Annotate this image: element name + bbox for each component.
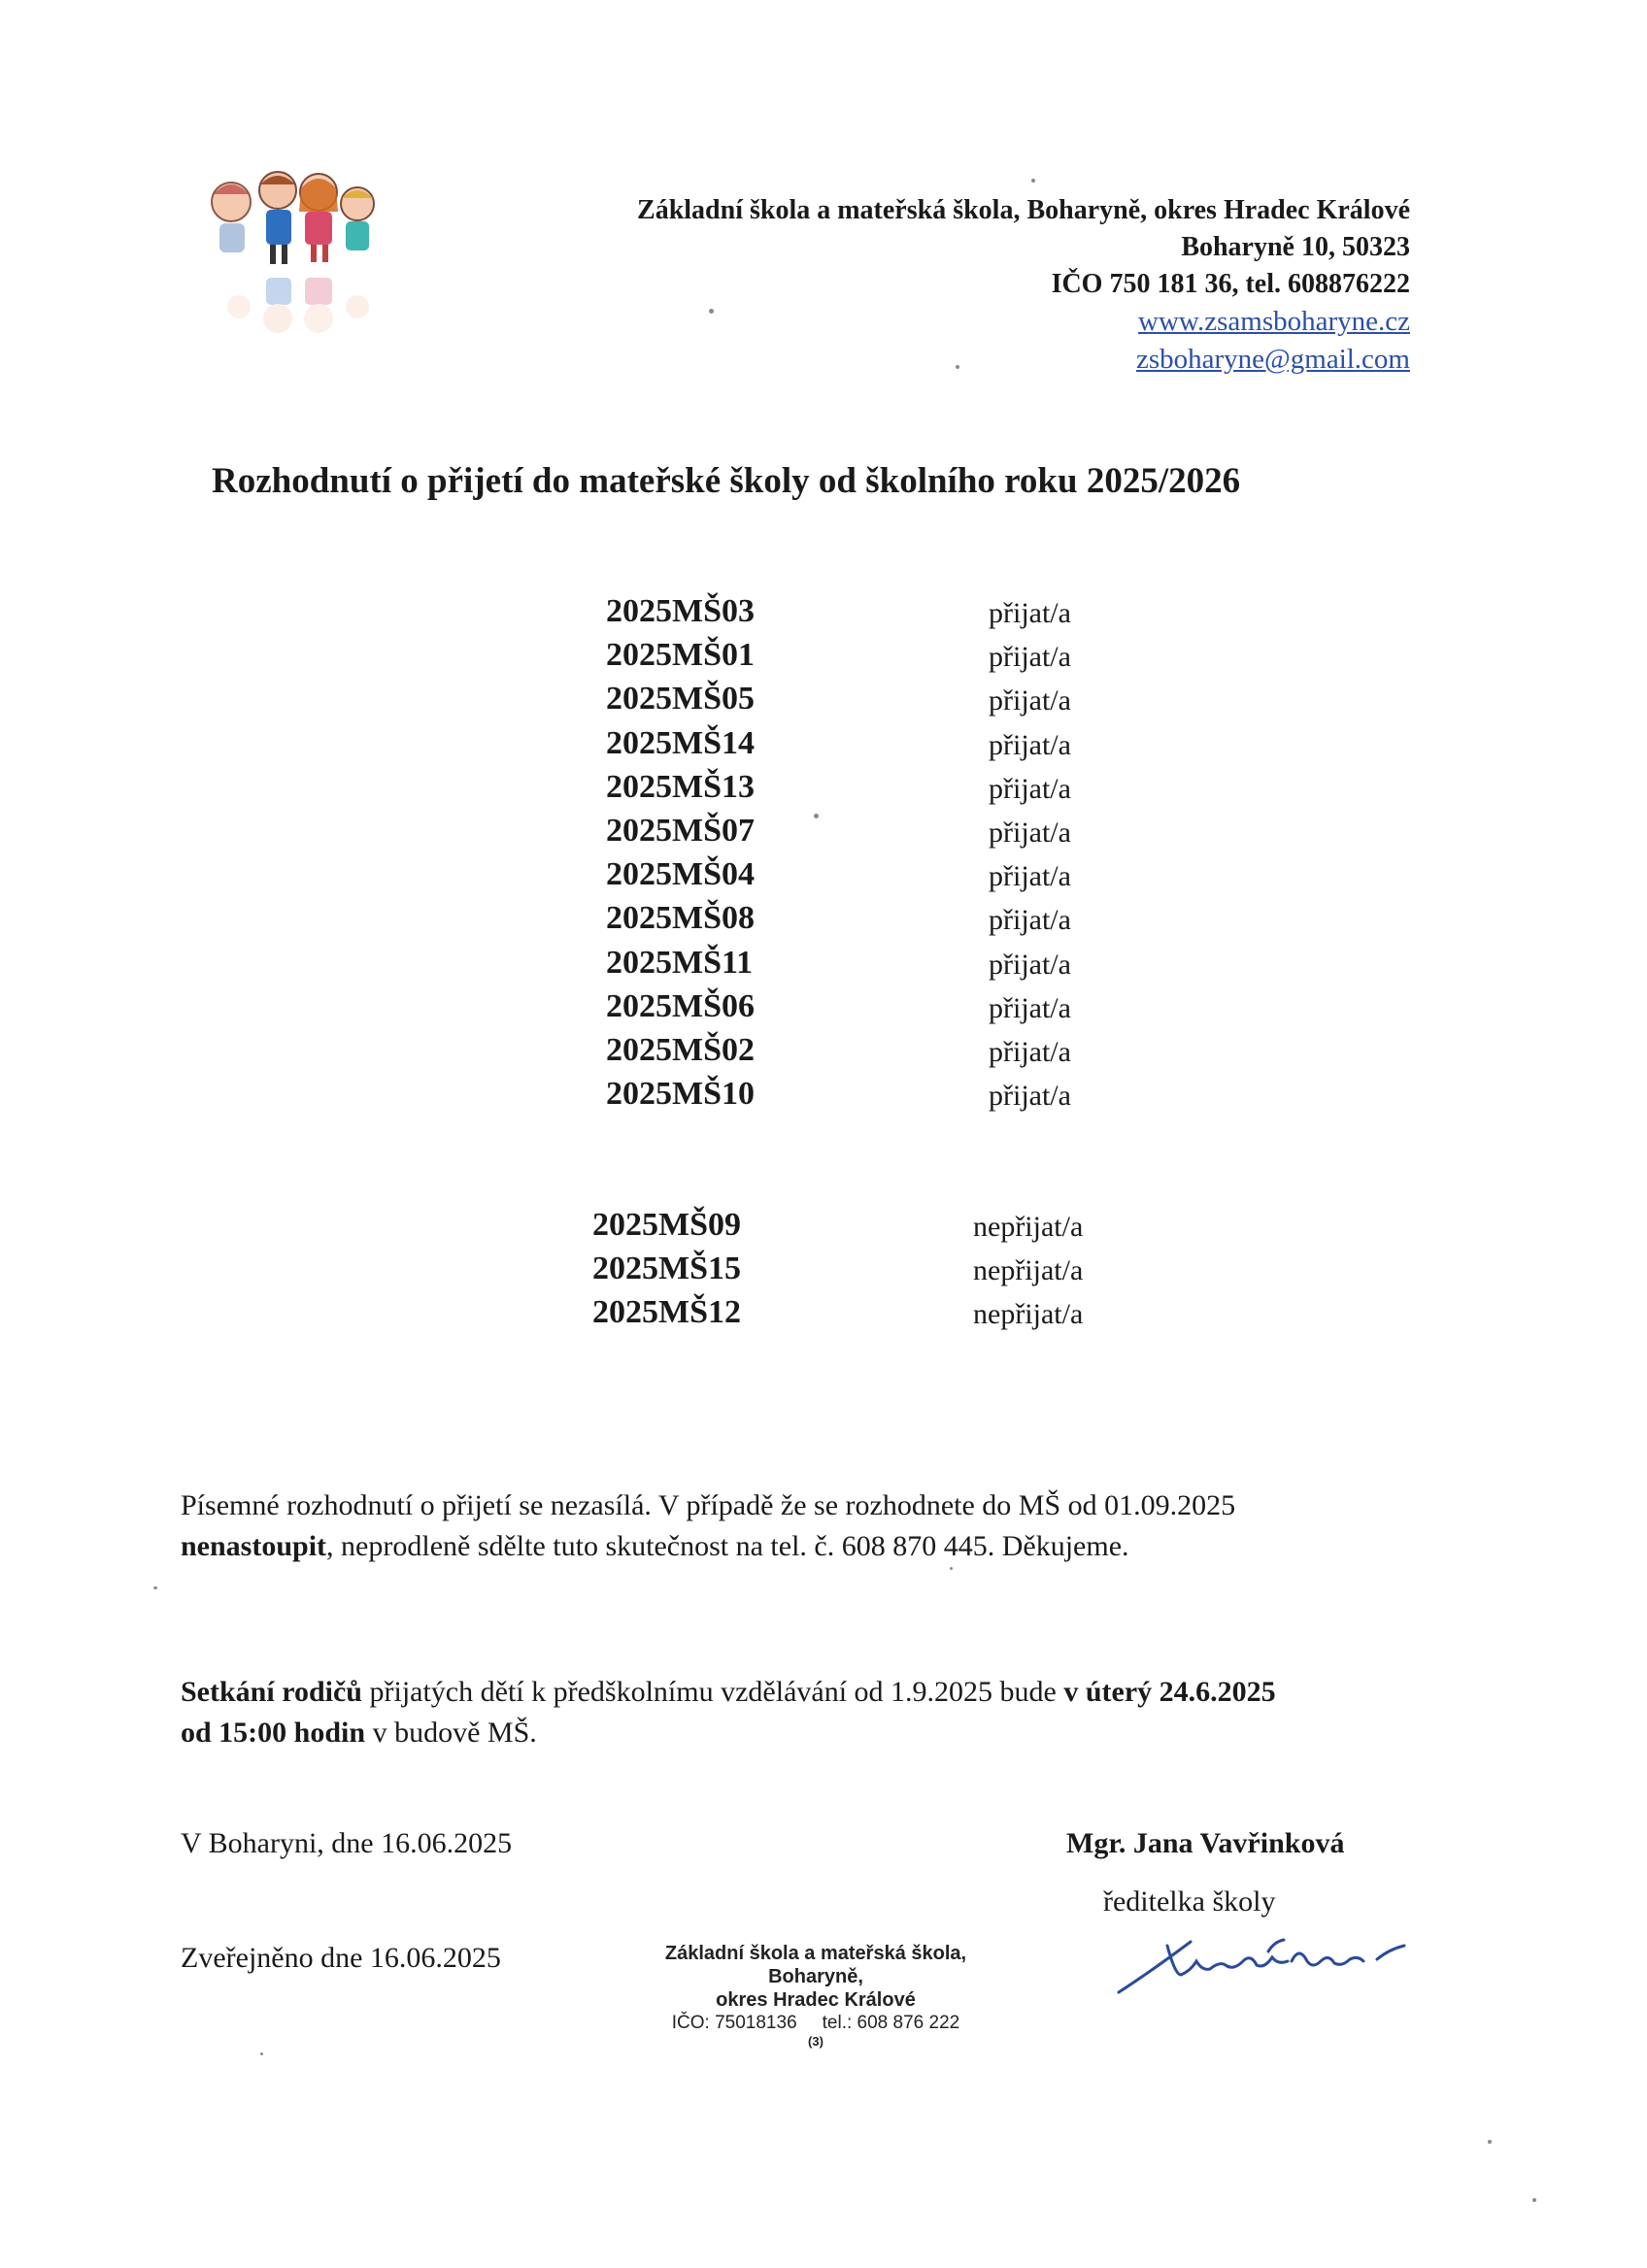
meeting-bold-2: v úterý 24.6.2025 — [1063, 1676, 1276, 1708]
meeting-text-2: v budově MŠ. — [365, 1717, 537, 1749]
registration-code: 2025MŠ13 — [606, 768, 755, 805]
registration-code: 2025MŠ10 — [606, 1076, 755, 1113]
website-link[interactable]: www.zsamsboharyne.cz — [1138, 306, 1410, 337]
decision-status: přijat/a — [989, 641, 1071, 674]
school-name: Základní škola a mateřská škola, Boharyně, okres Hradec Králové — [637, 195, 1410, 225]
place-date: V Boharyni, dne 16.06.2025 — [181, 1827, 513, 1859]
decision-status: nepřijat/a — [973, 1254, 1084, 1287]
scan-speck — [1031, 179, 1035, 183]
registration-code: 2025MŠ08 — [606, 900, 755, 937]
stamp-line-3: okres Hradec Králové — [716, 1989, 916, 2011]
registration-code: 2025MŠ09 — [592, 1207, 741, 1243]
meeting-paragraph — [181, 1672, 1424, 1753]
registration-code: 2025MŠ05 — [606, 681, 755, 717]
decision-status: přijat/a — [989, 728, 1071, 761]
registration-code: 2025MŠ14 — [606, 724, 755, 761]
registration-code: 2025MŠ12 — [592, 1294, 741, 1331]
email-link[interactable]: zsboharyne@gmail.com — [1136, 344, 1410, 375]
scan-speck — [260, 2052, 263, 2055]
scan-speck — [1488, 2140, 1492, 2144]
registration-code: 2025MŠ06 — [606, 987, 755, 1024]
decision-status: přijat/a — [989, 1080, 1071, 1113]
notice-text-2: , neprodleně sdělte tuto skutečnost na tel. č. 608 870 445. Děkujeme. — [326, 1530, 1129, 1562]
registration-code: 2025MŠ02 — [606, 1031, 755, 1068]
registration-code: 2025MŠ04 — [606, 856, 755, 893]
stamp-ico-row — [631, 2012, 1000, 2035]
scan-speck — [950, 1567, 953, 1570]
stamp-line-1: Základní škola a mateřská škola, — [664, 1943, 967, 1964]
meeting-text-1: přijatých dětí k předškolnímu vzdělávání od 1.9.2025 bude — [362, 1676, 1064, 1708]
decision-status: nepřijat/a — [973, 1298, 1084, 1331]
stamp-line-2: Boharyně, — [768, 1966, 863, 1987]
scan-speck — [1532, 2198, 1536, 2202]
registration-code: 2025MŠ11 — [606, 944, 754, 981]
document-title: Rozhodnutí o přijetí do mateřské školy od školního roku 2025/2026 — [212, 461, 1241, 501]
meeting-bold-3: od 15:00 hodin — [181, 1717, 366, 1749]
signer-role: ředitelka školy — [1103, 1885, 1276, 1918]
stamp-ico: IČO: 75018136 — [671, 2013, 797, 2033]
stamp-number: (3) — [808, 2034, 824, 2049]
registration-code: 2025MŠ15 — [592, 1251, 741, 1287]
decision-status: přijat/a — [989, 948, 1071, 981]
notice-text-1: Písemné rozhodnutí o přijetí se nezasílá. V případě že se rozhodnete do MŠ od 01.09.2025 — [181, 1489, 1236, 1521]
scan-speck — [956, 365, 959, 369]
signer-name: Mgr. Jana Vavřinková — [1066, 1827, 1345, 1859]
school-ico-phone: IČO 750 181 36, tel. 608876222 — [1051, 269, 1410, 299]
notice-bold: nenastoupit — [181, 1530, 327, 1562]
stamp-tel: tel.: 608 876 222 — [822, 2013, 960, 2033]
scan-speck — [709, 309, 714, 314]
school-logo-children-image — [190, 163, 388, 348]
school-stamp — [631, 1942, 1000, 2049]
registration-code: 2025MŠ01 — [606, 637, 755, 674]
registration-code: 2025MŠ03 — [606, 593, 755, 629]
decision-status: přijat/a — [989, 597, 1071, 629]
decision-status: přijat/a — [989, 991, 1071, 1024]
decision-status: přijat/a — [989, 860, 1071, 893]
meeting-bold-1: Setkání rodičů — [181, 1676, 362, 1708]
handwritten-signature — [1113, 1932, 1433, 2000]
school-address-header — [478, 192, 1410, 379]
decision-status: přijat/a — [989, 904, 1071, 937]
decision-status: přijat/a — [989, 772, 1071, 805]
notice-paragraph — [181, 1485, 1424, 1567]
decision-status: přijat/a — [989, 816, 1071, 849]
registration-code: 2025MŠ07 — [606, 812, 755, 849]
scan-speck — [814, 814, 819, 818]
decision-status: přijat/a — [989, 1035, 1071, 1068]
decision-status: přijat/a — [989, 684, 1071, 717]
school-address: Boharyně 10, 50323 — [1181, 232, 1410, 262]
scan-speck — [153, 1586, 157, 1589]
published-date: Zveřejněno dne 16.06.2025 — [181, 1942, 501, 1974]
decision-status: nepřijat/a — [973, 1211, 1084, 1243]
